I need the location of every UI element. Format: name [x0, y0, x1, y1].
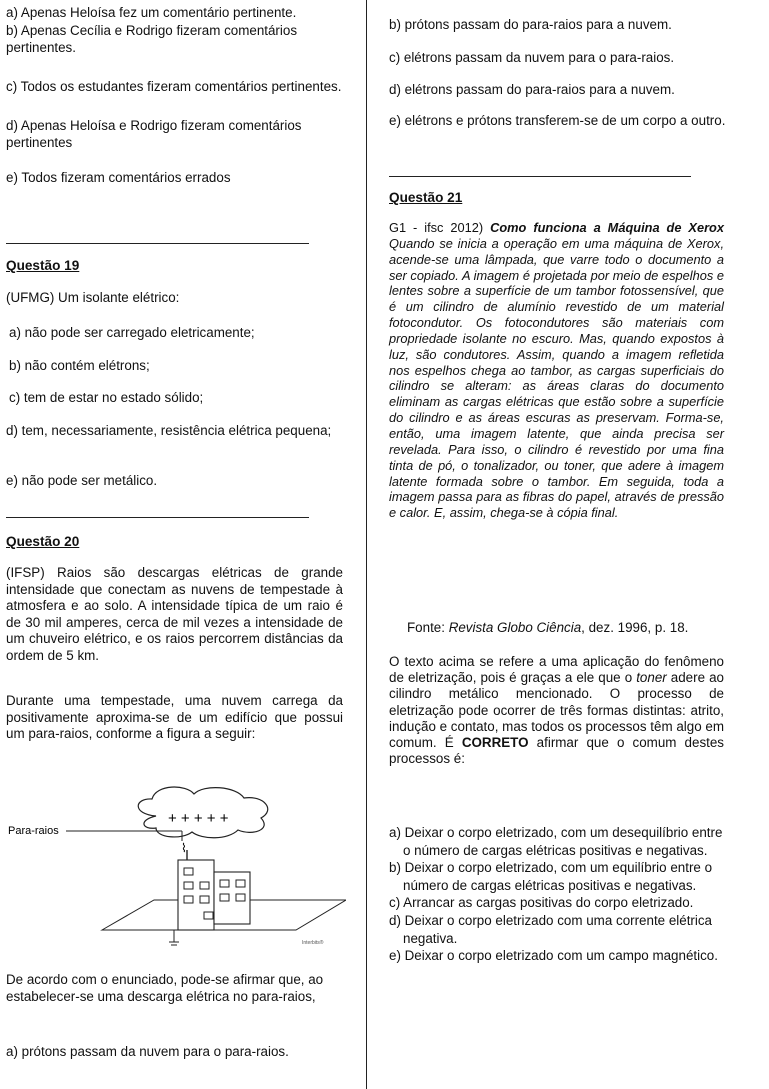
separator	[389, 176, 691, 177]
q19-option-e: e) não pode ser metálico.	[6, 473, 158, 488]
q21-title: Questão 21	[389, 190, 463, 205]
q20-option-e: e) elétrons e prótons transferem-se de um corpo a outro.	[389, 113, 726, 128]
q20-title: Questão 20	[6, 534, 80, 549]
column-divider	[366, 0, 367, 1089]
q21-source: G1 - ifsc 2012)	[389, 220, 484, 235]
correto-emphasis: CORRETO	[461, 735, 529, 751]
q21-question-stem: O texto acima se refere a uma aplicação do fenômeno de eletrização, pois é graças a ele que o toner adere ao cilindro metálico mencionado. O processo de eletrização pode ocorrer de três formas distintas: atrito, indução e contato, mas todos os processos têm algo em comum. É CORRETO afirmar que o comum destes processos é:	[389, 654, 725, 767]
rod-tip-icon: ⌇	[181, 841, 187, 855]
q18-option-e: e) Todos fizeram comentários errados	[6, 170, 231, 185]
q21-passage-body: Quando se inicia a operação em uma máquina de Xerox, acende-se uma lâmpada, que varre todo o documento a ser copiado. A imagem é projetada por meio de espelhos e lentes sobre a superfície de um tambor fotossensível, que é um cilindro de alumínio revestido de um material fotocondutor. Os fotocondutores são materiais com propriedade isolante no escuro. Mas, quando expostos à luz, são condutores. Assim, quando a imagem refletida nos espelhos chega ao tambor, as cargas superficiais do cilindro se alteram: as áreas claras do documento eliminam as cargas elétricas que estão sobre a superfície do cilindro e as áreas escuras as preservam. Forma-se, então, uma imagem latente, que ainda precisa ser revelada. Para isso, o cilindro é revestido por uma fina tinta de pó, o tonalizador, ou toner, que adere à imagem latente formada sobre o tambor. Em seguida, toda a imagem passa para as fibras do papel, através de pressão e calor. E, assim, chega-se à cópia final.	[389, 235, 724, 521]
separator	[6, 243, 309, 244]
separator	[6, 517, 309, 518]
q21-headline: Como funciona a Máquina de Xerox	[490, 220, 724, 235]
q18-option-c: c) Todos os estudantes fizeram comentários pertinentes.	[6, 79, 342, 94]
q21-text-passage	[389, 220, 724, 521]
q20-option-d: d) elétrons passam do para-raios para a nuvem.	[389, 82, 675, 97]
q19-option-d: d) tem, necessariamente, resistência elétrica pequena;	[6, 423, 332, 438]
q19-option-c: c) tem de estar no estado sólido;	[9, 390, 204, 405]
q19-title: Questão 19	[6, 258, 80, 273]
q20-paragraph-2: Durante uma tempestade, uma nuvem carrega da positivamente aproxima-se de um edifício que possui um para-raios, conforme a figura a seguir:	[6, 693, 343, 741]
q21-reference: Fonte: Revista Globo Ciência, dez. 1996, p. 18.	[407, 620, 689, 635]
q21-option-d: d) Deixar o corpo eletrizado com uma corrente elétrica negativa.	[389, 912, 713, 946]
q21-option-c: c) Arrancar as cargas positivas do corpo eletrizado.	[389, 895, 694, 911]
q19-option-a: a) não pode ser carregado eletricamente;	[9, 325, 255, 340]
q21-option-a: a) Deixar o corpo eletrizado, com um desequilíbrio entre o número de cargas elétricas positivas e negativas.	[389, 825, 723, 858]
q18-option-d: d) Apenas Heloísa e Rodrigo fizeram comentários pertinentes	[6, 118, 302, 150]
q19-option-b: b) não contém elétrons;	[9, 358, 150, 373]
figure-credit: Interbits®	[302, 940, 324, 946]
q20-paragraph-1: (IFSP) Raios são descargas elétricas de grande intensidade que conectam as nuvens de tempestade à atmosfera e ao solo. A intensidade típica de um raio é de 30 mil amperes, cerca de mil vezes a intensidade de um chuveiro elétrico, e os raios percorrem distâncias da ordem de 5 km.	[6, 565, 343, 663]
q18-option-a: a) Apenas Heloísa fez um comentário pertinente.	[6, 5, 297, 20]
q21-option-e: e) Deixar o corpo eletrizado com um campo magnético.	[389, 948, 718, 964]
cloud-charges-label: + + + + +	[168, 810, 229, 827]
q21-options-list	[389, 824, 724, 965]
q20-paragraph-3: De acordo com o enunciado, pode-se afirmar que, ao estabelecer-se uma descarga elétrica no para-raios,	[6, 972, 324, 1004]
reference-source-title: Revista Globo Ciência	[448, 620, 582, 635]
q21-option-b: b) Deixar o corpo eletrizado, com um equilíbrio entre o número de cargas elétricas positivas e negativas.	[389, 860, 713, 893]
q20-option-c: c) elétrons passam da nuvem para o para-raios.	[389, 50, 675, 65]
lightning-rod-figure	[6, 780, 346, 955]
q19-source: (UFMG) Um isolante elétrico:	[6, 290, 180, 305]
para-raios-label: Para-raios	[8, 825, 59, 837]
q20-option-b: b) prótons passam do para-raios para a nuvem.	[389, 17, 672, 32]
q18-option-b: b) Apenas Cecília e Rodrigo fizeram comentários pertinentes.	[6, 23, 298, 55]
q20-option-a: a) prótons passam da nuvem para o para-raios.	[6, 1044, 289, 1059]
